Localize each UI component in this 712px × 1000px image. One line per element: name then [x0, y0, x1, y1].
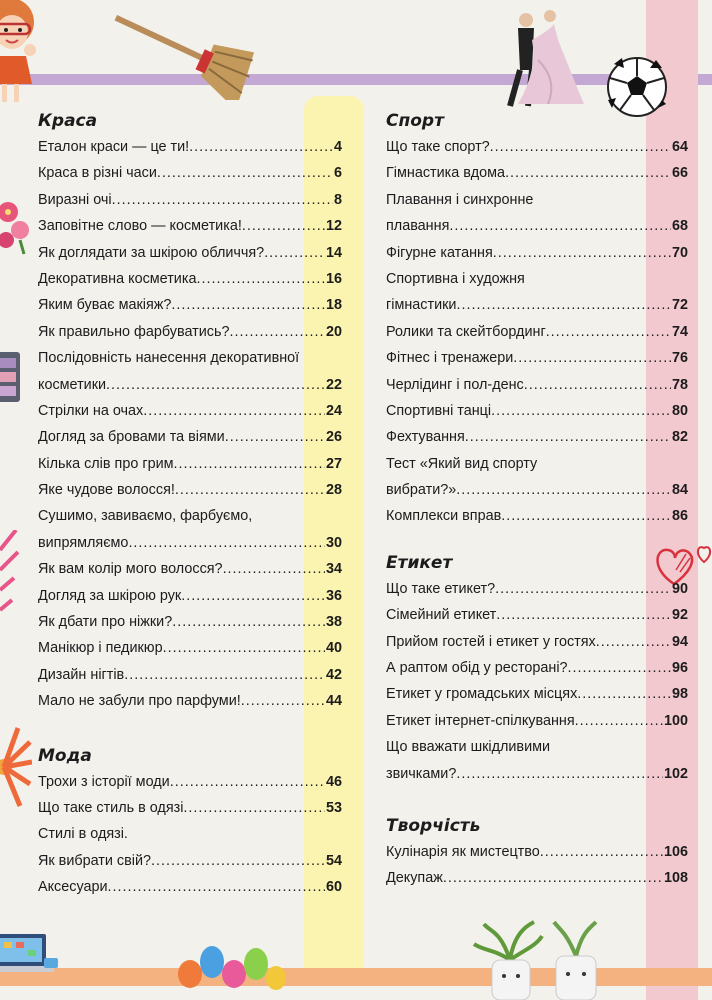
page-number: 102	[663, 765, 688, 782]
page-number: 94	[671, 633, 688, 650]
sunburst-icon	[0, 722, 32, 812]
toc-entry: Як вам колір мого волосся? ..... 34	[38, 556, 342, 582]
toc-entry: Яким буває макіяж? ..... 18	[38, 292, 342, 318]
page-number: 53	[325, 799, 342, 816]
toc-entry: Що таке етикет? ..... 90	[386, 576, 688, 602]
toc-entry: Прийом гостей і етикет у гостях ..... 94	[386, 629, 688, 655]
page-number: 108	[663, 870, 688, 887]
page-number: 18	[325, 297, 342, 314]
toc-entry-line1: Плавання і синхронне	[386, 191, 534, 208]
page-number: 38	[325, 614, 342, 631]
toc-section-creativity	[386, 813, 688, 892]
toc-left-column	[38, 108, 342, 901]
toc-entry: Етикет інтернет-спілкування ..... 100	[386, 708, 688, 734]
toc-entry: косметики ..... 22	[38, 372, 342, 398]
page-number: 26	[325, 429, 342, 446]
page-number: 66	[671, 165, 688, 182]
page-number: 6	[333, 165, 342, 182]
dancers-illustration	[488, 0, 588, 112]
page-number: 16	[325, 270, 342, 287]
toc-entry: випрямляємо ..... 30	[38, 530, 342, 556]
toc-entry: Стрілки на очах ..... 24	[38, 398, 342, 424]
toc-entry: Ролики та скейтбординг ..... 74	[386, 319, 688, 345]
toc-entry: Декупаж ..... 108	[386, 865, 688, 891]
toc-entry-line1: Сушимо, завиваємо, фарбуємо,	[38, 508, 253, 525]
page-number: 84	[671, 482, 688, 499]
toc-entry: Аксесуари ..... 60	[38, 874, 342, 900]
page-number: 44	[325, 693, 342, 710]
page-number: 24	[325, 402, 342, 419]
toc-section-beauty	[38, 108, 342, 715]
broom-icon	[98, 0, 258, 100]
page-number: 8	[333, 191, 342, 208]
section-title: Краса	[38, 111, 98, 131]
toc-section-etiquette	[386, 550, 688, 787]
page-number: 34	[325, 561, 342, 578]
page-number: 22	[325, 376, 342, 393]
page-number: 27	[325, 455, 342, 472]
toc-entry-line1: Що вважати шкідливими	[386, 739, 551, 756]
toc-entry: Сімейний етикет ..... 92	[386, 602, 688, 628]
toc-entry-line1: Спортивна і художня	[386, 270, 525, 287]
page-number: 4	[333, 139, 342, 155]
toc-entry: Мало не забули про парфуми! ..... 44	[38, 688, 342, 714]
toc-entry-line1: Стилі в одязі.	[38, 826, 128, 843]
page-number: 90	[671, 580, 688, 597]
toc-section-sport	[386, 108, 688, 530]
page-number: 98	[671, 686, 688, 703]
page-number: 80	[671, 402, 688, 419]
girl-illustration	[0, 0, 40, 105]
toc-entry: Гімнастика вдома ..... 66	[386, 160, 688, 186]
page-number: 100	[663, 712, 688, 729]
palette-icon	[0, 352, 22, 402]
toc-entry: Виразні очі ..... 8	[38, 187, 342, 213]
toc-entry: Краса в різні часи ..... 6	[38, 160, 342, 186]
toc-entry-line1: Послідовність нанесення декоративної	[38, 350, 300, 367]
toc-entry: звичками? ..... 102	[386, 761, 688, 787]
toc-entry: Догляд за шкірою рук ..... 36	[38, 583, 342, 609]
toc-entry: Фітнес і тренажери ..... 76	[386, 345, 688, 371]
toc-entry: Дизайн нігтів ..... 42	[38, 662, 342, 688]
toc-entry: Як вибрати свій? ..... 54	[38, 848, 342, 874]
section-title: Спорт	[386, 111, 444, 131]
page-number: 96	[671, 660, 688, 677]
toc-entry: плавання ..... 68	[386, 213, 688, 239]
toc-right-column	[386, 108, 688, 892]
page-number: 36	[325, 587, 342, 604]
toc-entry: Фехтування ..... 82	[386, 424, 688, 450]
toc-entry: Комплекси вправ ..... 86	[386, 503, 688, 529]
toc-entry: Еталон краси — це ти! ..... 4	[38, 134, 342, 160]
plants-icon	[470, 920, 620, 1000]
toc-entry: А раптом обід у ресторані? ..... 96	[386, 655, 688, 681]
page-number: 46	[325, 773, 342, 790]
toc-entry: Що таке стиль в одязі ..... 53	[38, 795, 342, 821]
toc-entry: Як дбати про ніжки? ..... 38	[38, 609, 342, 635]
page-number: 78	[671, 376, 688, 393]
page-number: 76	[671, 350, 688, 367]
section-title: Творчість	[386, 815, 481, 836]
toc-entry: Декоративна косметика ..... 16	[38, 266, 342, 292]
page-number: 70	[671, 244, 688, 261]
toc-entry: Манікюр і педикюр ..... 40	[38, 635, 342, 661]
page-number: 64	[671, 139, 688, 155]
toc-entry: Як доглядати за шкірою обличчя? ..... 14	[38, 240, 342, 266]
section-title: Етикет	[386, 552, 453, 573]
balloons-icon	[176, 934, 286, 1000]
page-number: 60	[325, 879, 342, 896]
toc-entry: Трохи з історії моди ..... 46	[38, 769, 342, 795]
page-number: 12	[325, 218, 342, 235]
page-number: 14	[325, 244, 342, 261]
page-number: 106	[663, 843, 688, 860]
page-number: 30	[325, 534, 342, 551]
page-number: 86	[671, 508, 688, 525]
toc-entry: Що таке спорт? ..... 64	[386, 134, 688, 160]
page-number: 68	[671, 218, 688, 235]
flowers-icon	[0, 196, 30, 256]
page-number: 28	[325, 482, 342, 499]
toc-section-fashion	[38, 743, 342, 901]
toc-entry: Етикет у громадських місцях ..... 98	[386, 681, 688, 707]
page-number: 40	[325, 640, 342, 657]
page-number: 42	[325, 666, 342, 683]
page-number: 92	[671, 607, 688, 624]
toc-entry: Яке чудове волосся! ..... 28	[38, 477, 342, 503]
toc-entry: Кілька слів про грим ..... 27	[38, 451, 342, 477]
toc-entry: Заповітне слово — косметика! ..... 12	[38, 213, 342, 239]
toc-entry: Черлідинг і пол-денс ..... 78	[386, 372, 688, 398]
toc-entry: Кулінарія як мистецтво ..... 106	[386, 839, 688, 865]
toc-entry: гімнастики ..... 72	[386, 292, 688, 318]
brush-icon	[0, 530, 20, 630]
page-number: 72	[671, 297, 688, 314]
toc-entry: Догляд за бровами та віями ..... 26	[38, 424, 342, 450]
page-number: 74	[671, 323, 688, 340]
page-number: 20	[325, 323, 342, 340]
toc-entry: Спортивні танці ..... 80	[386, 398, 688, 424]
section-title: Мода	[38, 745, 92, 766]
laptop-icon	[0, 928, 62, 978]
toc-entry-line1: Тест «Який вид спорту	[386, 455, 538, 472]
page-number: 82	[671, 429, 688, 446]
toc-entry: Як правильно фарбуватись? ..... 20	[38, 319, 342, 345]
page-number: 54	[325, 852, 342, 869]
toc-entry: Фігурне катання ..... 70	[386, 240, 688, 266]
toc-entry: вибрати?» ..... 84	[386, 477, 688, 503]
